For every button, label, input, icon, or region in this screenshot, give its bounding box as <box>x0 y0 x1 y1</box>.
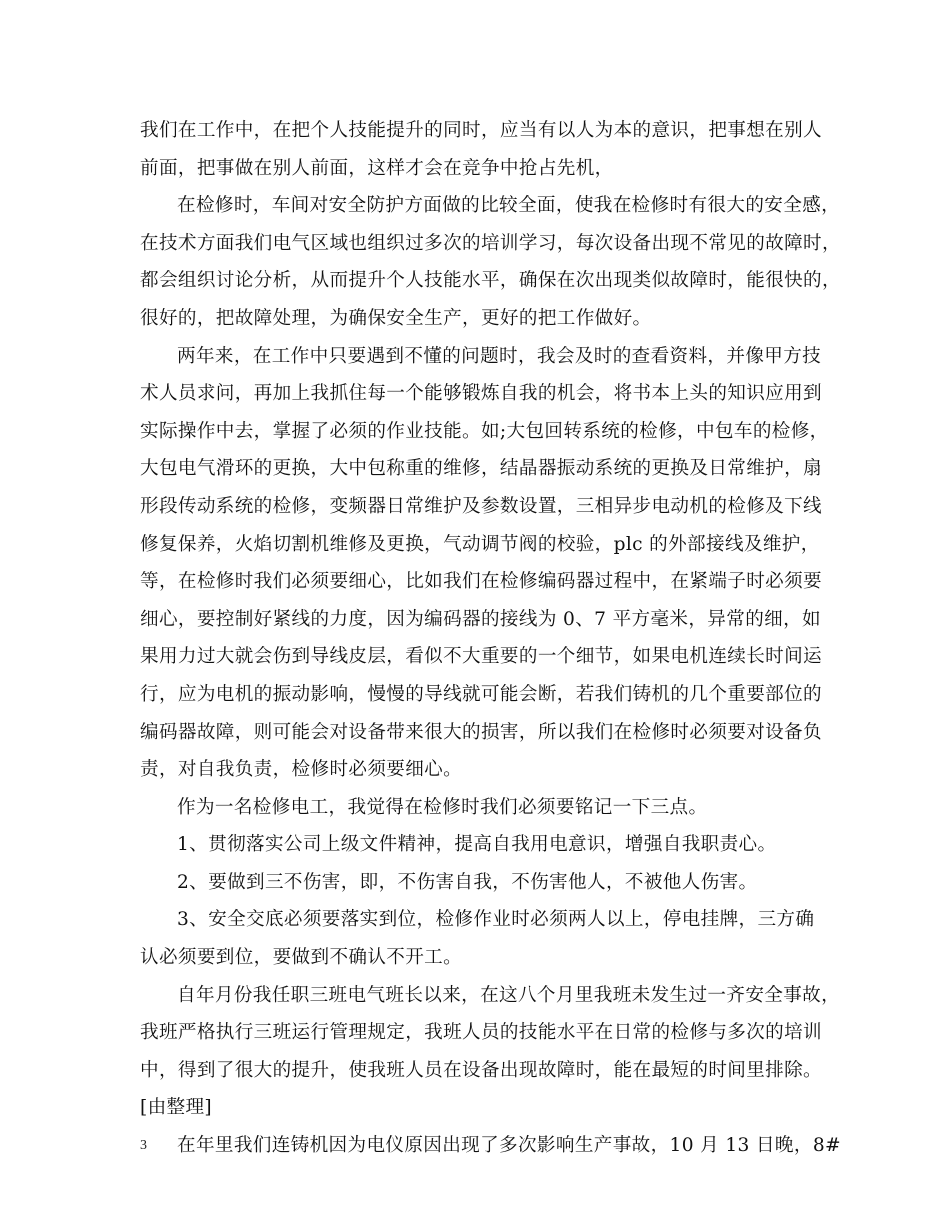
text-line: 果用力过大就会伤到导线皮层，看似不大重要的一个细节，如果电机连续长时间运 <box>140 646 822 668</box>
text-line: 等，在检修时我们必须要细心，比如我们在检修编码器过程中，在紧端子时必须要 <box>140 571 822 593</box>
text-line: 形段传动系统的检修，变频器日常维护及参数设置，三相异步电动机的检修及下线 <box>140 495 822 517</box>
text-line: 作为一名检修电工，我觉得在检修时我们必须要铭记一下三点。 <box>177 796 708 818</box>
text-line: 细心，要控制好紧线的力度，因为编码器的接线为 0、7 平方毫米，异常的细，如 <box>140 608 821 630</box>
text-line: 编码器故障，则可能会对设备带来很大的损害，所以我们在检修时必须要对设备负 <box>140 721 822 743</box>
page-number: 3 <box>140 1138 147 1153</box>
text-line: 我班严格执行三班运行管理规定，我班人员的技能水平在日常的检修与多次的培训 <box>140 1022 822 1044</box>
list-item: 3、安全交底必须要落实到位，检修作业时必须两人以上，停电挂牌，三方确 <box>177 909 815 931</box>
text-line: 都会组织讨论分析，从而提升个人技能水平，确保在次出现类似故障时，能很快的， <box>140 270 841 292</box>
text-line: 认必须要到位，要做到不确认不开工。 <box>140 947 463 969</box>
text-line: 前面，把事做在别人前面，这样才会在竞争中抢占先机， <box>140 157 614 179</box>
text-line: 实际操作中去，掌握了必须的作业技能。如;大包回转系统的检修，中包车的检修， <box>140 420 829 442</box>
text-line: 行，应为电机的振动影响，慢慢的导线就可能会断，若我们铸机的几个重要部位的 <box>140 683 822 705</box>
text-line: 我们在工作中，在把个人技能提升的同时，应当有以人为本的意识，把事想在别人 <box>140 120 822 141</box>
list-item: 1、贯彻落实公司上级文件精神，提高自我用电意识，增强自我职责心。 <box>177 834 777 856</box>
text-line: 术人员求问，再加上我抓住每一个能够锻炼自我的机会，将书本上头的知识应用到 <box>140 383 822 405</box>
body-text <box>140 112 841 1165</box>
text-line: 在年里我们连铸机因为电仪原因出现了多次影响生产事故，10 月 13 日晚，8# <box>177 1135 841 1157</box>
text-line: 修复保养，火焰切割机维修及更换，气动调节阀的校验，plc 的外部接线及维护， <box>140 533 820 555</box>
text-line: 很好的，把故障处理，为确保安全生产，更好的把工作做好。 <box>140 307 652 329</box>
text-line: 两年来，在工作中只要遇到不懂的问题时，我会及时的查看资料，并像甲方技 <box>177 345 822 367</box>
text-line: 责，对自我负责，检修时必须要细心。 <box>140 759 463 781</box>
text-line: 在技术方面我们电气区域也组织过多次的培训学习，每次设备出现不常见的故障时， <box>140 232 841 254</box>
text-line: 中，得到了很大的提升，使我班人员在设备出现故障时，能在最短的时间里排除。 <box>140 1059 822 1081</box>
text-line: 大包电气滑环的更换，大中包称重的维修，结晶器振动系统的更换及日常维护，扇 <box>140 458 822 480</box>
source-note: [由整理] <box>140 1097 213 1119</box>
text-line: 自年月份我任职三班电气班长以来，在这八个月里我班未发生过一齐安全事故， <box>177 984 841 1006</box>
text-line: 在检修时，车间对安全防护方面做的比较全面，使我在检修时有很大的安全感， <box>177 195 841 217</box>
list-item: 2、要做到三不伤害，即，不伤害自我，不伤害他人，不被他人伤害。 <box>177 871 758 893</box>
